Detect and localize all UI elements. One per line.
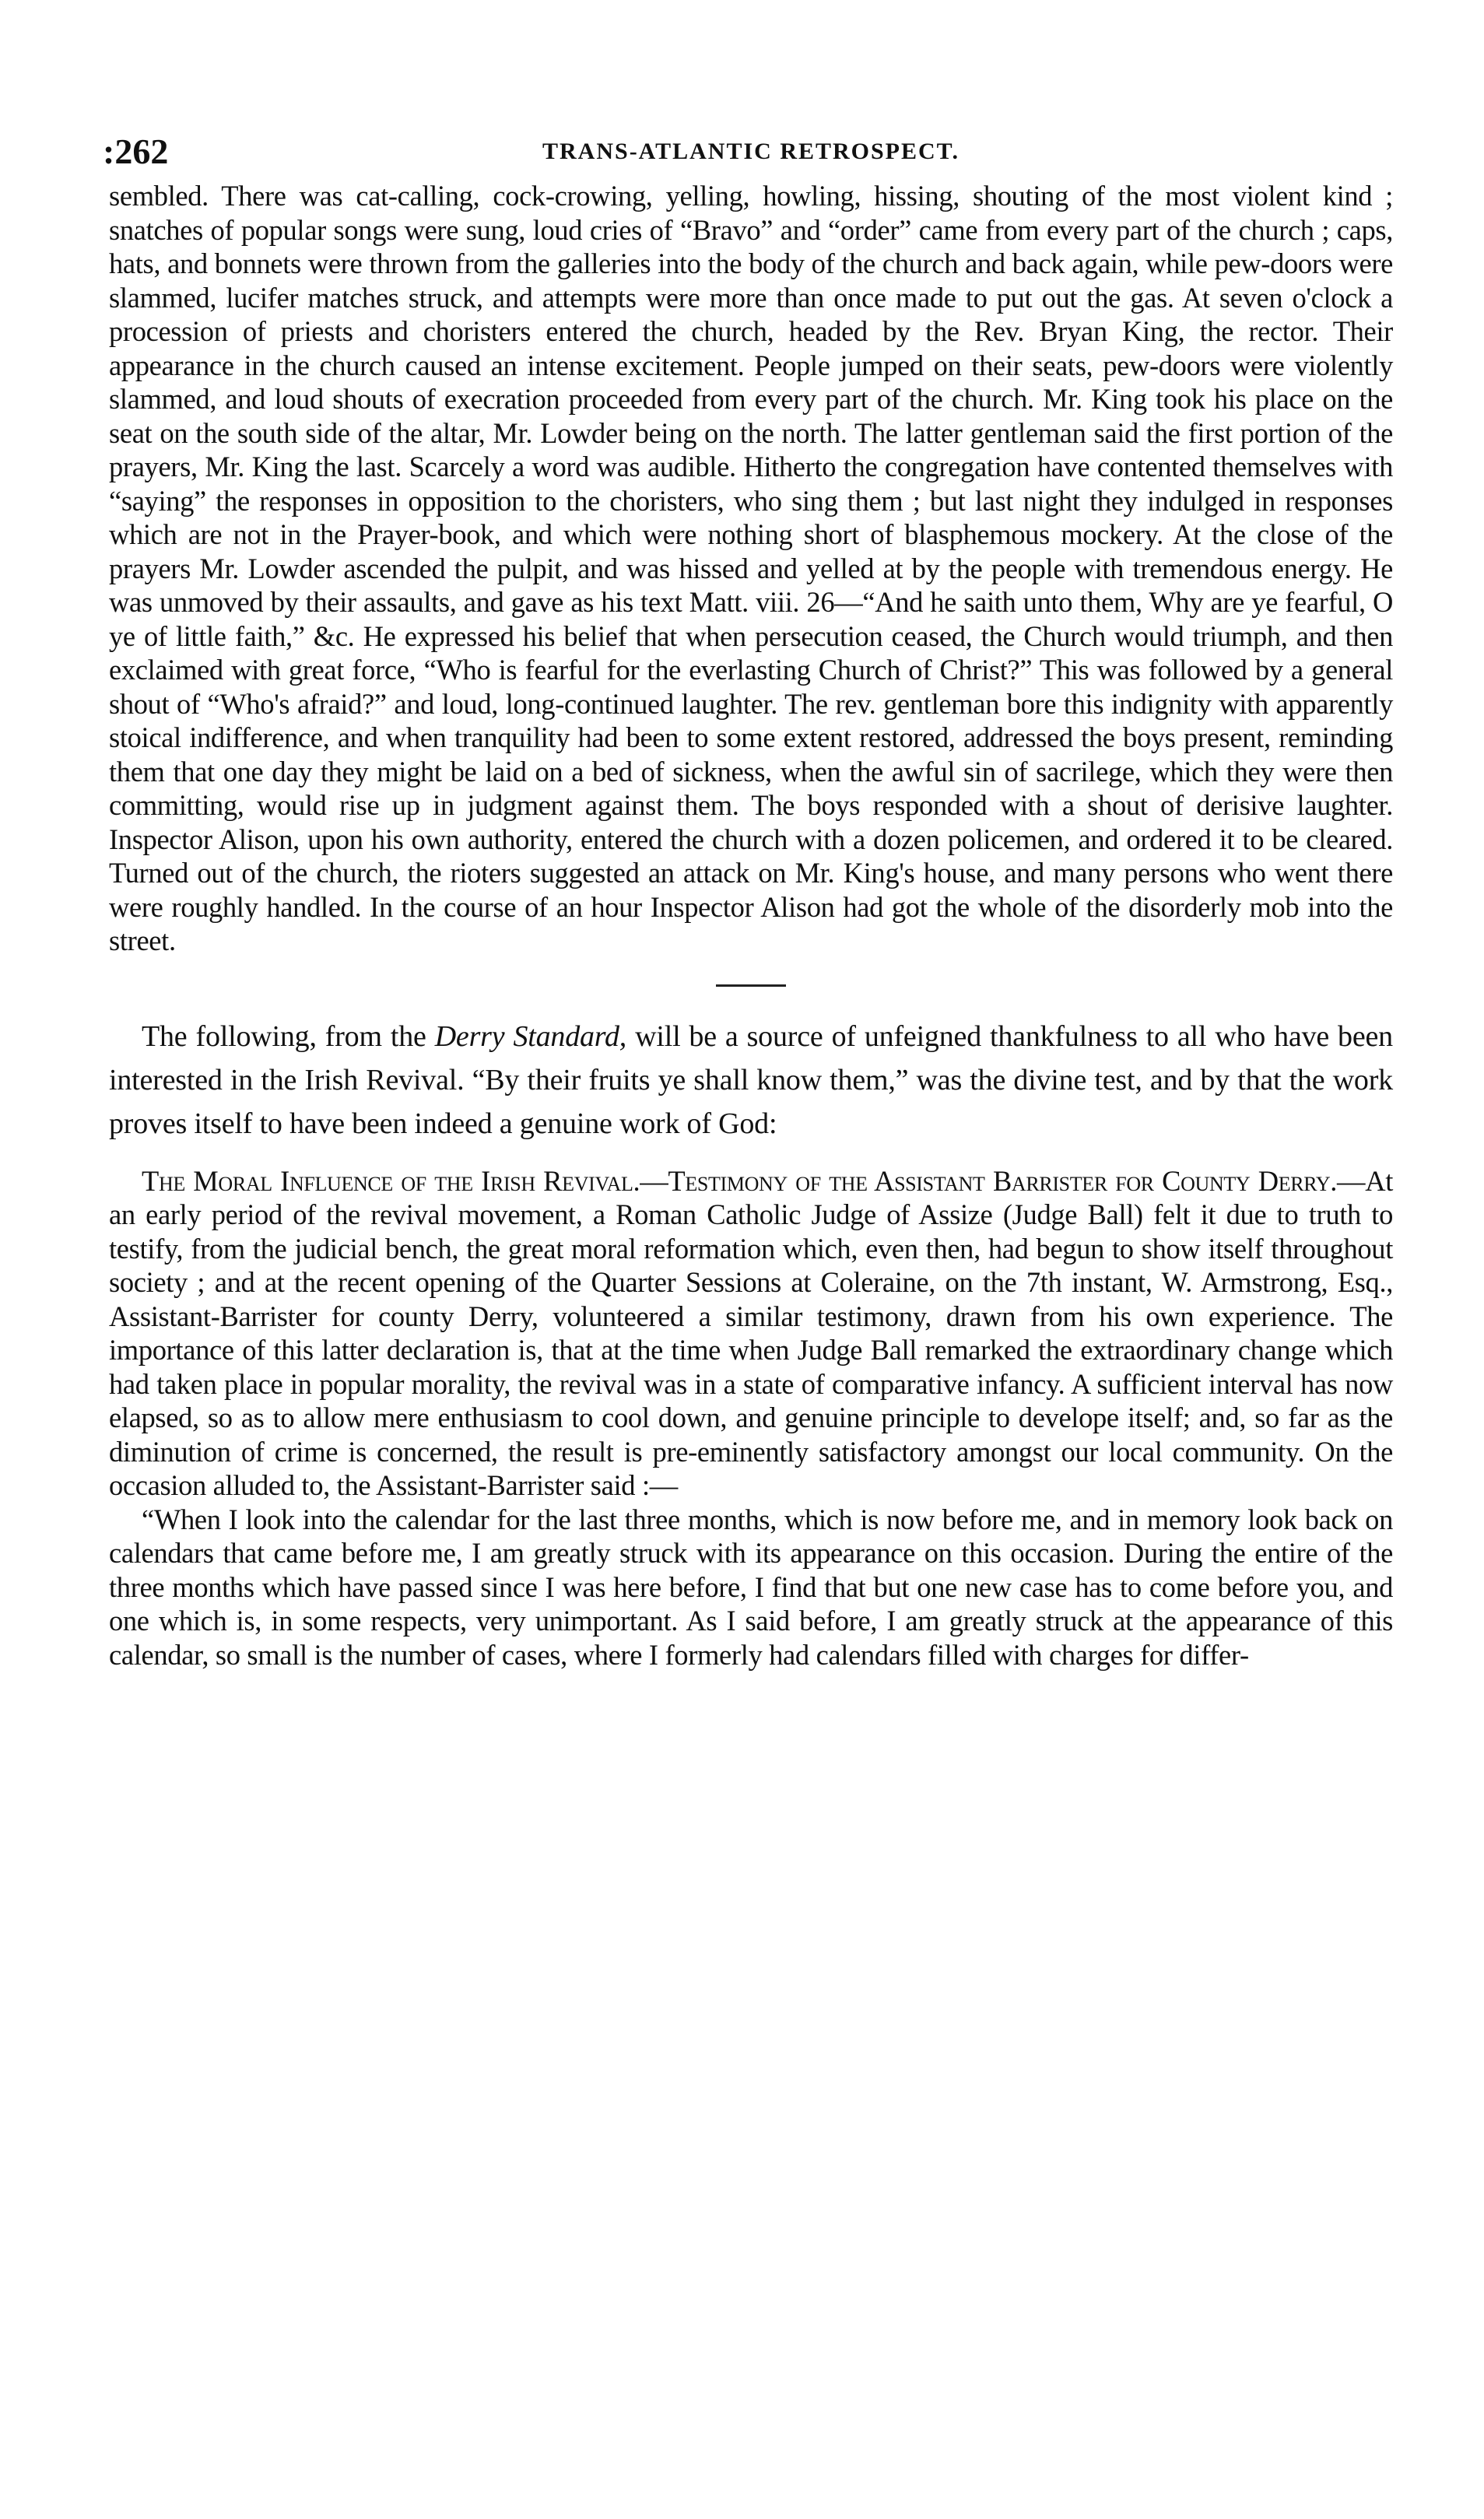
book-page xyxy=(103,117,1393,1672)
revival-excerpt-paragraph xyxy=(109,1164,1393,1503)
riot-report-paragraph: sembled. There was cat-calling, cock-crowing, yelling, howling, hissing, shouting of the most violent kind ; snatches of popular songs were sung, loud cries of “Bravo” and “order” came from every part of the church ; caps, hats, and bonnets were thrown from the galleries into the body of the church and back again, while pew-doors were slammed, lucifer matches struck, and attempts were more than once made to put out the gas. At seven o'clock a procession of priests and choristers entered the church, headed by the Rev. Bryan King, the rector. Their appearance in the church caused an intense excitement. People jumped on their seats, pew-doors were violently slammed, and loud shouts of execration proceeded from every part of the church. Mr. King took his place on the seat on the south side of the altar, Mr. Lowder being on the north. The latter gentleman said the first portion of the prayers, Mr. King the last. Scarcely a word was audible. Hitherto the congregation have contented themselves with “saying” the responses in opposition to the choristers, who sing them ; but last night they indulged in responses which are not in the Prayer-book, and which were nothing short of blasphemous mockery. At the close of the prayers Mr. Lowder ascended the pulpit, and was hissed and yelled at by the people with tremendous energy. He was unmoved by their assaults, and gave as his text Matt. viii. 26—“And he saith unto them, Why are ye fearful, O ye of little faith,” &c. He expressed his belief that when persecution ceased, the Church would triumph, and then exclaimed with great force, “Who is fearful for the everlasting Church of Christ?” This was followed by a general shout of “Who's afraid?” and loud, long-continued laughter. The rev. gentleman bore this indignity with apparently stoical indifference, and when tranquility had been to some extent restored, addressed the boys present, reminding them that one day they might be laid on a bed of sickness, when the awful sin of sacrilege, which they were then committing, would rise up in judgment against them. The boys responded with a shout of derisive laughter. Inspector Alison, upon his own authority, entered the church with a dozen policemen, and ordered it to be cleared. Turned out of the church, the rioters suggested an attack on Mr. King's house, and many persons who went there were roughly handled. In the course of an hour Inspector Alison had got the whole of the disorderly mob into the street. xyxy=(109,180,1393,956)
intro-text-after: will be a source of unfeigned thankfulness to all who have been interested in the Irish Revival. “By their fruits ye shall know them,” was the divine test, and by that the work proves itself to have been indeed a genuine work of God: xyxy=(109,1019,1393,1140)
journal-title: Derry Standard, xyxy=(434,1019,627,1053)
barrister-quote-paragraph: “When I look into the calendar for the last three months, which is now before me, and in memory look back on calendars that came before me, I am greatly struck with its appearance on this occasion. During the entire of the three months which have passed since I was here before, I find that but one new case has to come before you, and one which is, in some respects, very unimportant. As I said before, I am greatly struck at the appearance of this calendar, so small is the number of cases, where I formerly had calendars filled with charges for differ- xyxy=(109,1503,1393,1671)
section-divider xyxy=(716,984,786,987)
excerpt-body: —At an early period of the revival movement, a Roman Catholic Judge of Assize (Judge Ball) felt it due to truth to testify, from the judicial bench, the great moral reformation which, even then, had begun to show itself throughout society ; and at the recent opening of the Quarter Sessions at Coleraine, on the 7th instant, W. Armstrong, Esq., Assistant-Barrister for county Derry, volunteered a similar testimony, drawn from his own experience. The importance of this latter declaration is, that at the time when Judge Ball remarked the extraordinary change which had taken place in popular morality, the revival was in a state of comparative infancy. A sufficient interval has now elapsed, so as to allow mere enthusiasm to cool down, and genuine principle to develope itself; and, so far as the diminution of crime is concerned, the result is pre-eminently satisfactory amongst our local community. On the occasion alluded to, the Assistant-Barrister said :— xyxy=(109,1164,1393,1501)
page-number: :262 xyxy=(103,132,169,171)
running-head xyxy=(103,117,1393,171)
running-title: TRANS-ATLANTIC RETROSPECT. xyxy=(542,139,960,164)
excerpt-heading: The Moral Influence of the Irish Revival.—Testimony of the Assistant Barrister for County Derry. xyxy=(142,1164,1338,1197)
derry-standard-intro xyxy=(109,1015,1393,1145)
intro-text-before: The following, from the xyxy=(142,1019,435,1053)
